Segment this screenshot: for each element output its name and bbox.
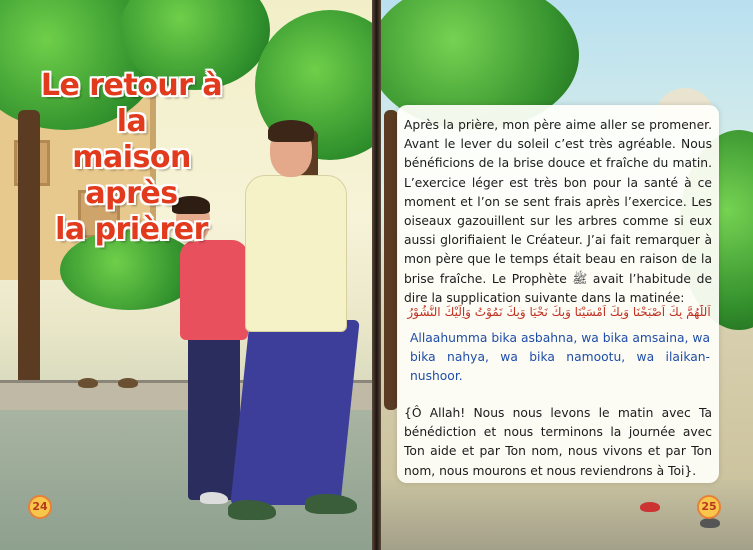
father-shirt [245,175,347,332]
supplication-transliteration: Allaahumma bika asbahna, wa bika amsaina, wa bika nahya, wa bika namootu, wa ilaikan-nushoor. [410,331,710,384]
left-page [0,0,374,550]
page-number-left: 24 [28,495,52,519]
bird [118,378,138,388]
title-line: Le retour à la [40,68,223,139]
story-paragraph: Après la prière, mon père aime aller se promener. Avant le lever du soleil c’est très agréable. Nous bénéficions de la brise douce et fraîche du matin. L’exercice léger est très bon pour la santé à ce moment et l’on se sent frais après l’exercice. Les oiseaux gazouillent sur les arbres comme si eux aussi glorifiaient le Créateur. J’ai fait remarquer à mon père que le temps était beau en raison de la brise fraîche. Le Prophète ﷺ avait l’habitude de dire la supplication suivante dans la matinée: [404,118,713,305]
boy-legs [188,335,240,500]
supplication-translation: {Ô Allah! Nous nous levons le matin avec Ta bénédiction et nous terminons la journée avec Ton aide et par Ton nom, nous vivons et par Ton nom, nous mourons et nous reviendrons à Toi}. [404,406,712,478]
father-hair [268,120,314,142]
title-line: la prièrer [55,212,208,247]
tree-trunk [384,110,398,410]
boy-shoe [200,492,228,504]
road [379,480,753,550]
book-gutter [372,0,381,550]
father-trousers [230,320,359,505]
boy-shirt [180,240,248,340]
title-line: maison après [72,140,191,211]
bird [78,378,98,388]
bird [700,518,720,528]
page-number-right: 25 [697,495,721,519]
arabic-supplication: اَللّٰهُمَّ بِكَ اَصْبَحْنَا وَبِكَ اَمْسَيْنَا وَبِكَ نَحْيَا وَبِكَ نَمُوْتُ وَاِلَيْكَ النُّشُوْرُ [407,305,711,319]
page-title [24,68,239,248]
bird [640,502,660,512]
